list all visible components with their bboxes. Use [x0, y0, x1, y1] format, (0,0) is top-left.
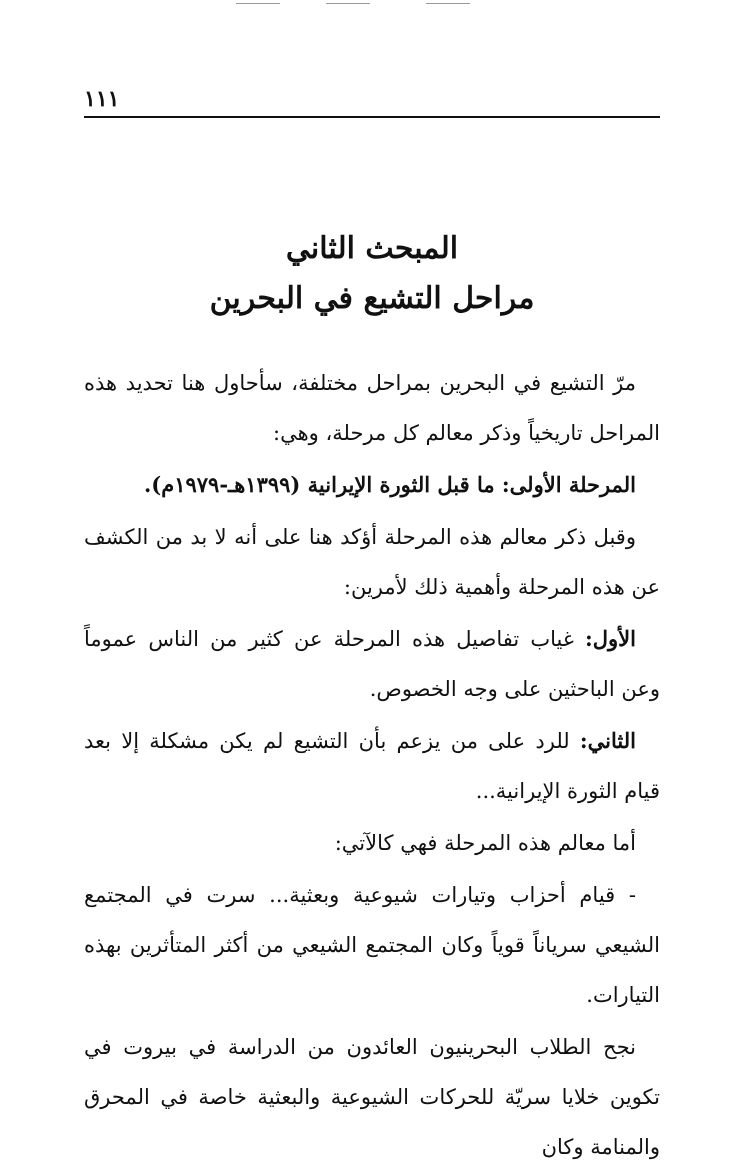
paragraph-students [84, 1022, 660, 1172]
paragraph-two-reasons [84, 512, 660, 612]
paragraph-text: - قيام أحزاب وتيارات شيوعية وبعثية... سرت في المجتمع الشيعي سرياناً قوياً وكان المجتمع الشيعي من أكثر المتأثرين بهذه التيارات. [84, 883, 660, 1007]
paragraph-parties [84, 870, 660, 1020]
section-title-line-2: مراحل التشيع في البحرين [209, 281, 535, 316]
paragraph-second-reason [84, 716, 660, 816]
paragraph-text: أما معالم هذه المرحلة فهي كالآتي: [334, 831, 636, 855]
body-text [84, 358, 660, 1174]
stage-one-heading-text: المرحلة الأولى: ما قبل الثورة الإيرانية (١٣٩٩هـ-١٩٧٩م). [143, 472, 636, 497]
paragraph-intro [84, 358, 660, 458]
section-title [84, 224, 660, 324]
page-header [84, 80, 660, 118]
second-reason-label: الثاني: [579, 728, 636, 753]
stage-one-heading [84, 460, 660, 510]
section-title-line-1: المبحث الثاني [285, 231, 459, 266]
paragraph-first-reason [84, 614, 660, 714]
paragraph-text: مرّ التشيع في البحرين بمراحل مختلفة، سأحاول هنا تحديد هذه المراحل تاريخياً وذكر معالم كل مرحلة، وهي: [84, 371, 660, 445]
paragraph-text: غياب تفاصيل هذه المرحلة عن كثير من الناس عموماً وعن الباحثين على وجه الخصوص. [84, 627, 660, 701]
paragraph-text: للرد على من يزعم بأن التشيع لم يكن مشكلة إلا بعد قيام الثورة الإيرانية... [84, 729, 660, 803]
first-reason-label: الأول: [585, 626, 636, 651]
page-number: ١١١ [84, 86, 120, 112]
paragraph-features-intro [84, 818, 660, 868]
paragraph-text: نجح الطلاب البحرينيون العائدون من الدراسة في بيروت في تكوين خلايا سريّة للحركات الشيوعية والبعثية خاصة في المحرق والمنامة وكان [84, 1035, 660, 1159]
scan-edge-marks [0, 0, 741, 8]
paragraph-text: وقبل ذكر معالم هذه المرحلة أؤكد هنا على أنه لا بد من الكشف عن هذه المرحلة وأهمية ذلك لأمرين: [84, 525, 660, 599]
